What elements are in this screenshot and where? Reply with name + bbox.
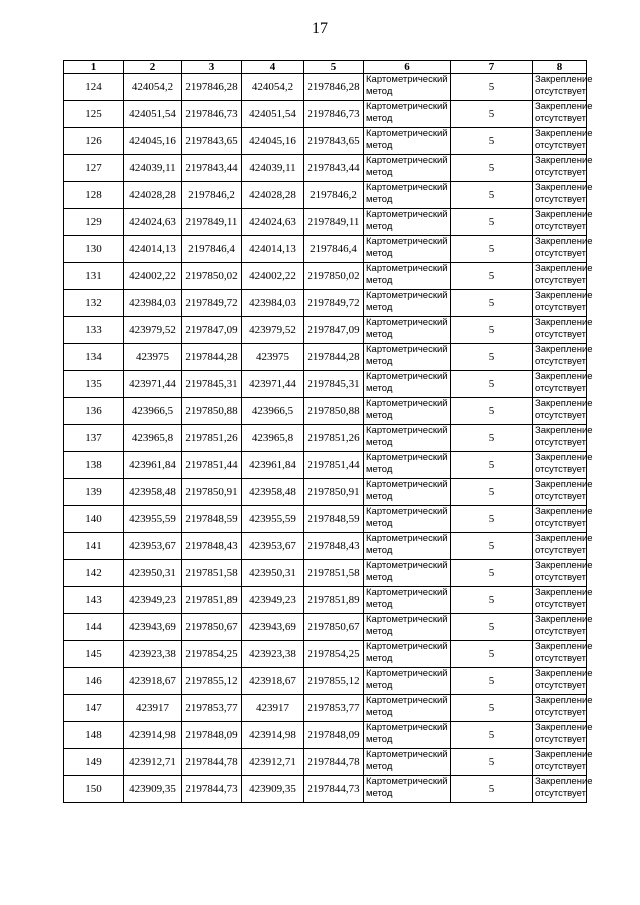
- accuracy-cell: 5: [451, 641, 533, 668]
- x-coordinate: 423984,03: [242, 290, 304, 317]
- y-coordinate: 2197848,43: [304, 533, 364, 560]
- method-cell: Картометрический метод: [364, 155, 451, 182]
- y-coordinate: 2197850,02: [182, 263, 242, 290]
- x-coordinate: 423949,23: [242, 587, 304, 614]
- fixation-cell: Закрепление отсутствует: [533, 128, 587, 155]
- method-cell: Картометрический метод: [364, 506, 451, 533]
- accuracy-cell: 5: [451, 317, 533, 344]
- x-coordinate: 423923,38: [124, 641, 182, 668]
- fixation-cell: Закрепление отсутствует: [533, 182, 587, 209]
- x-coordinate: 423914,98: [242, 722, 304, 749]
- x-coordinate: 423961,84: [242, 452, 304, 479]
- y-coordinate: 2197846,2: [182, 182, 242, 209]
- method-cell: Картометрический метод: [364, 695, 451, 722]
- y-coordinate: 2197851,58: [304, 560, 364, 587]
- table-row: [64, 425, 587, 452]
- x-coordinate: 424024,63: [242, 209, 304, 236]
- fixation-cell: Закрепление отсутствует: [533, 587, 587, 614]
- x-coordinate: 423953,67: [124, 533, 182, 560]
- x-coordinate: 423909,35: [242, 776, 304, 803]
- method-cell: Картометрический метод: [364, 290, 451, 317]
- y-coordinate: 2197846,73: [182, 101, 242, 128]
- table-row: [64, 479, 587, 506]
- point-number: 133: [64, 317, 124, 344]
- method-cell: Картометрический метод: [364, 263, 451, 290]
- x-coordinate: 423975: [242, 344, 304, 371]
- method-cell: Картометрический метод: [364, 425, 451, 452]
- y-coordinate: 2197843,65: [304, 128, 364, 155]
- fixation-cell: Закрепление отсутствует: [533, 668, 587, 695]
- x-coordinate: 423965,8: [124, 425, 182, 452]
- accuracy-cell: 5: [451, 668, 533, 695]
- x-coordinate: 423917: [124, 695, 182, 722]
- y-coordinate: 2197849,11: [182, 209, 242, 236]
- method-cell: Картометрический метод: [364, 209, 451, 236]
- accuracy-cell: 5: [451, 776, 533, 803]
- accuracy-cell: 5: [451, 533, 533, 560]
- y-coordinate: 2197850,88: [304, 398, 364, 425]
- accuracy-cell: 5: [451, 587, 533, 614]
- fixation-cell: Закрепление отсутствует: [533, 776, 587, 803]
- x-coordinate: 424002,22: [124, 263, 182, 290]
- y-coordinate: 2197843,44: [182, 155, 242, 182]
- y-coordinate: 2197851,26: [304, 425, 364, 452]
- y-coordinate: 2197848,09: [304, 722, 364, 749]
- point-number: 130: [64, 236, 124, 263]
- table-row: [64, 236, 587, 263]
- point-number: 144: [64, 614, 124, 641]
- header-cell: 2: [124, 61, 182, 74]
- x-coordinate: 423975: [124, 344, 182, 371]
- table-row: [64, 101, 587, 128]
- accuracy-cell: 5: [451, 506, 533, 533]
- coordinates-table: [63, 60, 593, 803]
- point-number: 134: [64, 344, 124, 371]
- accuracy-cell: 5: [451, 182, 533, 209]
- y-coordinate: 2197855,12: [182, 668, 242, 695]
- fixation-cell: Закрепление отсутствует: [533, 479, 587, 506]
- y-coordinate: 2197848,59: [304, 506, 364, 533]
- x-coordinate: 423971,44: [124, 371, 182, 398]
- y-coordinate: 2197850,67: [182, 614, 242, 641]
- x-coordinate: 423949,23: [124, 587, 182, 614]
- header-cell: 3: [182, 61, 242, 74]
- method-cell: Картометрический метод: [364, 344, 451, 371]
- fixation-cell: Закрепление отсутствует: [533, 533, 587, 560]
- x-coordinate: 423912,71: [242, 749, 304, 776]
- fixation-cell: Закрепление отсутствует: [533, 371, 587, 398]
- point-number: 142: [64, 560, 124, 587]
- point-number: 139: [64, 479, 124, 506]
- x-coordinate: 423918,67: [124, 668, 182, 695]
- point-number: 131: [64, 263, 124, 290]
- y-coordinate: 2197844,73: [182, 776, 242, 803]
- point-number: 135: [64, 371, 124, 398]
- method-cell: Картометрический метод: [364, 533, 451, 560]
- table-row: [64, 371, 587, 398]
- fixation-cell: Закрепление отсутствует: [533, 209, 587, 236]
- x-coordinate: 424054,2: [124, 74, 182, 101]
- x-coordinate: 423979,52: [242, 317, 304, 344]
- point-number: 132: [64, 290, 124, 317]
- table-row: [64, 290, 587, 317]
- y-coordinate: 2197846,4: [304, 236, 364, 263]
- fixation-cell: Закрепление отсутствует: [533, 398, 587, 425]
- y-coordinate: 2197843,44: [304, 155, 364, 182]
- y-coordinate: 2197844,73: [304, 776, 364, 803]
- x-coordinate: 423912,71: [124, 749, 182, 776]
- accuracy-cell: 5: [451, 128, 533, 155]
- accuracy-cell: 5: [451, 74, 533, 101]
- y-coordinate: 2197851,89: [304, 587, 364, 614]
- table-row: [64, 749, 587, 776]
- y-coordinate: 2197846,4: [182, 236, 242, 263]
- x-coordinate: 423918,67: [242, 668, 304, 695]
- x-coordinate: 424039,11: [242, 155, 304, 182]
- point-number: 147: [64, 695, 124, 722]
- x-coordinate: 424045,16: [124, 128, 182, 155]
- x-coordinate: 424045,16: [242, 128, 304, 155]
- table-row: [64, 776, 587, 803]
- point-number: 145: [64, 641, 124, 668]
- point-number: 129: [64, 209, 124, 236]
- x-coordinate: 424051,54: [124, 101, 182, 128]
- y-coordinate: 2197853,77: [304, 695, 364, 722]
- table-row: [64, 587, 587, 614]
- point-number: 128: [64, 182, 124, 209]
- method-cell: Картометрический метод: [364, 668, 451, 695]
- x-coordinate: 424014,13: [242, 236, 304, 263]
- x-coordinate: 423953,67: [242, 533, 304, 560]
- x-coordinate: 423958,48: [242, 479, 304, 506]
- y-coordinate: 2197843,65: [182, 128, 242, 155]
- y-coordinate: 2197848,09: [182, 722, 242, 749]
- accuracy-cell: 5: [451, 425, 533, 452]
- y-coordinate: 2197849,72: [304, 290, 364, 317]
- table-row: [64, 668, 587, 695]
- y-coordinate: 2197848,43: [182, 533, 242, 560]
- y-coordinate: 2197854,25: [182, 641, 242, 668]
- y-coordinate: 2197851,26: [182, 425, 242, 452]
- x-coordinate: 423984,03: [124, 290, 182, 317]
- fixation-cell: Закрепление отсутствует: [533, 344, 587, 371]
- table-row: [64, 155, 587, 182]
- header-cell: 4: [242, 61, 304, 74]
- accuracy-cell: 5: [451, 263, 533, 290]
- table-row: [64, 506, 587, 533]
- method-cell: Картометрический метод: [364, 236, 451, 263]
- y-coordinate: 2197846,28: [304, 74, 364, 101]
- table-row: [64, 452, 587, 479]
- accuracy-cell: 5: [451, 695, 533, 722]
- point-number: 148: [64, 722, 124, 749]
- point-number: 140: [64, 506, 124, 533]
- y-coordinate: 2197849,11: [304, 209, 364, 236]
- point-number: 126: [64, 128, 124, 155]
- y-coordinate: 2197850,67: [304, 614, 364, 641]
- point-number: 150: [64, 776, 124, 803]
- method-cell: Картометрический метод: [364, 398, 451, 425]
- y-coordinate: 2197847,09: [304, 317, 364, 344]
- x-coordinate: 423966,5: [242, 398, 304, 425]
- accuracy-cell: 5: [451, 722, 533, 749]
- y-coordinate: 2197849,72: [182, 290, 242, 317]
- point-number: 146: [64, 668, 124, 695]
- accuracy-cell: 5: [451, 155, 533, 182]
- header-cell: 8: [533, 61, 587, 74]
- accuracy-cell: 5: [451, 560, 533, 587]
- accuracy-cell: 5: [451, 452, 533, 479]
- y-coordinate: 2197844,28: [304, 344, 364, 371]
- point-number: 143: [64, 587, 124, 614]
- x-coordinate: 423971,44: [242, 371, 304, 398]
- accuracy-cell: 5: [451, 614, 533, 641]
- x-coordinate: 423943,69: [124, 614, 182, 641]
- y-coordinate: 2197847,09: [182, 317, 242, 344]
- y-coordinate: 2197855,12: [304, 668, 364, 695]
- accuracy-cell: 5: [451, 344, 533, 371]
- table-body: [64, 74, 593, 803]
- y-coordinate: 2197845,31: [304, 371, 364, 398]
- x-coordinate: 424014,13: [124, 236, 182, 263]
- fixation-cell: Закрепление отсутствует: [533, 74, 587, 101]
- table-row: [64, 263, 587, 290]
- y-coordinate: 2197851,44: [182, 452, 242, 479]
- y-coordinate: 2197848,59: [182, 506, 242, 533]
- x-coordinate: 424024,63: [124, 209, 182, 236]
- method-cell: Картометрический метод: [364, 128, 451, 155]
- accuracy-cell: 5: [451, 236, 533, 263]
- fixation-cell: Закрепление отсутствует: [533, 425, 587, 452]
- table-row: [64, 344, 587, 371]
- method-cell: Картометрический метод: [364, 560, 451, 587]
- x-coordinate: 423943,69: [242, 614, 304, 641]
- fixation-cell: Закрепление отсутствует: [533, 452, 587, 479]
- point-number: 136: [64, 398, 124, 425]
- header-cell: 5: [304, 61, 364, 74]
- method-cell: Картометрический метод: [364, 749, 451, 776]
- x-coordinate: 424051,54: [242, 101, 304, 128]
- fixation-cell: Закрепление отсутствует: [533, 749, 587, 776]
- method-cell: Картометрический метод: [364, 587, 451, 614]
- table-row: [64, 695, 587, 722]
- x-coordinate: 423958,48: [124, 479, 182, 506]
- table-row: [64, 614, 587, 641]
- y-coordinate: 2197844,78: [304, 749, 364, 776]
- table-row: [64, 74, 587, 101]
- fixation-cell: Закрепление отсутствует: [533, 236, 587, 263]
- x-coordinate: 423961,84: [124, 452, 182, 479]
- y-coordinate: 2197850,91: [182, 479, 242, 506]
- method-cell: Картометрический метод: [364, 101, 451, 128]
- table-row: [64, 317, 587, 344]
- page-number: 17: [312, 20, 328, 37]
- fixation-cell: Закрепление отсутствует: [533, 614, 587, 641]
- y-coordinate: 2197850,02: [304, 263, 364, 290]
- x-coordinate: 423965,8: [242, 425, 304, 452]
- y-coordinate: 2197851,89: [182, 587, 242, 614]
- y-coordinate: 2197850,88: [182, 398, 242, 425]
- fixation-cell: Закрепление отсутствует: [533, 101, 587, 128]
- method-cell: Картометрический метод: [364, 182, 451, 209]
- header-cell: 1: [64, 61, 124, 74]
- y-coordinate: 2197846,28: [182, 74, 242, 101]
- fixation-cell: Закрепление отсутствует: [533, 263, 587, 290]
- x-coordinate: 423923,38: [242, 641, 304, 668]
- x-coordinate: 423955,59: [242, 506, 304, 533]
- method-cell: Картометрический метод: [364, 74, 451, 101]
- point-number: 124: [64, 74, 124, 101]
- x-coordinate: 423909,35: [124, 776, 182, 803]
- method-cell: Картометрический метод: [364, 722, 451, 749]
- point-number: 149: [64, 749, 124, 776]
- method-cell: Картометрический метод: [364, 317, 451, 344]
- accuracy-cell: 5: [451, 290, 533, 317]
- point-number: 127: [64, 155, 124, 182]
- method-cell: Картометрический метод: [364, 452, 451, 479]
- fixation-cell: Закрепление отсутствует: [533, 317, 587, 344]
- y-coordinate: 2197853,77: [182, 695, 242, 722]
- method-cell: Картометрический метод: [364, 479, 451, 506]
- x-coordinate: 423979,52: [124, 317, 182, 344]
- table-row: [64, 560, 587, 587]
- y-coordinate: 2197851,58: [182, 560, 242, 587]
- point-number: 138: [64, 452, 124, 479]
- x-coordinate: 423955,59: [124, 506, 182, 533]
- y-coordinate: 2197844,78: [182, 749, 242, 776]
- x-coordinate: 424054,2: [242, 74, 304, 101]
- y-coordinate: 2197844,28: [182, 344, 242, 371]
- x-coordinate: 423950,31: [124, 560, 182, 587]
- fixation-cell: Закрепление отсутствует: [533, 722, 587, 749]
- fixation-cell: Закрепление отсутствует: [533, 290, 587, 317]
- y-coordinate: 2197845,31: [182, 371, 242, 398]
- table-row: [64, 209, 587, 236]
- point-number: 137: [64, 425, 124, 452]
- point-number: 141: [64, 533, 124, 560]
- fixation-cell: Закрепление отсутствует: [533, 641, 587, 668]
- y-coordinate: 2197850,91: [304, 479, 364, 506]
- x-coordinate: 424002,22: [242, 263, 304, 290]
- y-coordinate: 2197854,25: [304, 641, 364, 668]
- table-row: [64, 641, 587, 668]
- method-cell: Картометрический метод: [364, 371, 451, 398]
- header-row: [64, 61, 587, 74]
- y-coordinate: 2197846,2: [304, 182, 364, 209]
- x-coordinate: 423917: [242, 695, 304, 722]
- x-coordinate: 423914,98: [124, 722, 182, 749]
- table-row: [64, 128, 587, 155]
- fixation-cell: Закрепление отсутствует: [533, 560, 587, 587]
- header-cell: 7: [451, 61, 533, 74]
- table-row: [64, 722, 587, 749]
- x-coordinate: 424039,11: [124, 155, 182, 182]
- accuracy-cell: 5: [451, 371, 533, 398]
- fixation-cell: Закрепление отсутствует: [533, 155, 587, 182]
- accuracy-cell: 5: [451, 749, 533, 776]
- method-cell: Картометрический метод: [364, 641, 451, 668]
- fixation-cell: Закрепление отсутствует: [533, 506, 587, 533]
- table-row: [64, 182, 587, 209]
- x-coordinate: 424028,28: [242, 182, 304, 209]
- accuracy-cell: 5: [451, 479, 533, 506]
- accuracy-cell: 5: [451, 398, 533, 425]
- fixation-cell: Закрепление отсутствует: [533, 695, 587, 722]
- header-cell: 6: [364, 61, 451, 74]
- y-coordinate: 2197846,73: [304, 101, 364, 128]
- y-coordinate: 2197851,44: [304, 452, 364, 479]
- x-coordinate: 423950,31: [242, 560, 304, 587]
- x-coordinate: 423966,5: [124, 398, 182, 425]
- accuracy-cell: 5: [451, 209, 533, 236]
- method-cell: Картометрический метод: [364, 614, 451, 641]
- accuracy-cell: 5: [451, 101, 533, 128]
- point-number: 125: [64, 101, 124, 128]
- table-row: [64, 398, 587, 425]
- x-coordinate: 424028,28: [124, 182, 182, 209]
- method-cell: Картометрический метод: [364, 776, 451, 803]
- table-row: [64, 533, 587, 560]
